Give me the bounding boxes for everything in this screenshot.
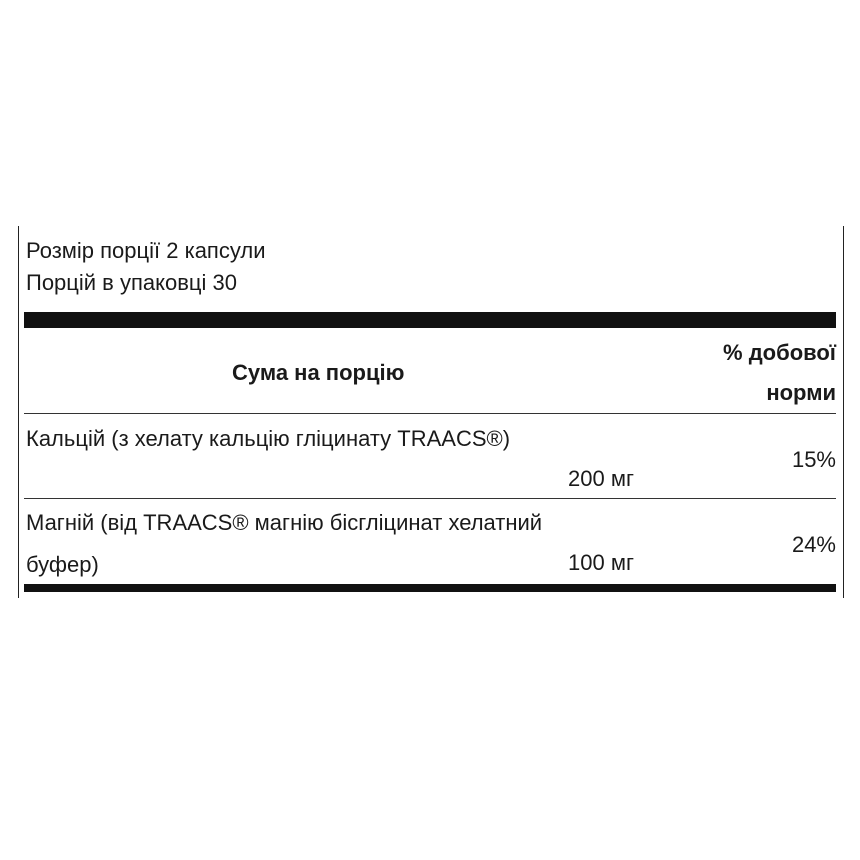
bottom-divider [24, 584, 836, 592]
nutrient-amount-magnesium: 100 мг [568, 550, 634, 575]
nutrient-name-magnesium-line2: буфер) [26, 552, 99, 577]
row-divider [24, 498, 836, 499]
nutrient-amount-calcium: 200 мг [568, 466, 634, 491]
servings-per-container: Порцій в упаковці 30 [26, 270, 237, 295]
header-divider [24, 413, 836, 414]
header-daily-value-line2: норми [766, 380, 836, 405]
nutrient-dv-magnesium: 24% [791, 532, 836, 557]
nutrient-name-magnesium-line1: Магній (від TRAACS® магнію бісгліцинат хелатний [26, 510, 543, 535]
serving-size: Розмір порції 2 капсули [26, 238, 266, 263]
thick-divider [24, 312, 836, 328]
nutrient-dv-calcium: 15% [791, 447, 836, 472]
header-daily-value-line1: % добової [723, 340, 836, 365]
header-amount-per-serving: Сума на порцію [232, 360, 405, 385]
nutrient-name-calcium: Кальцій (з хелату кальцію гліцинату TRAACS®) [26, 426, 511, 451]
